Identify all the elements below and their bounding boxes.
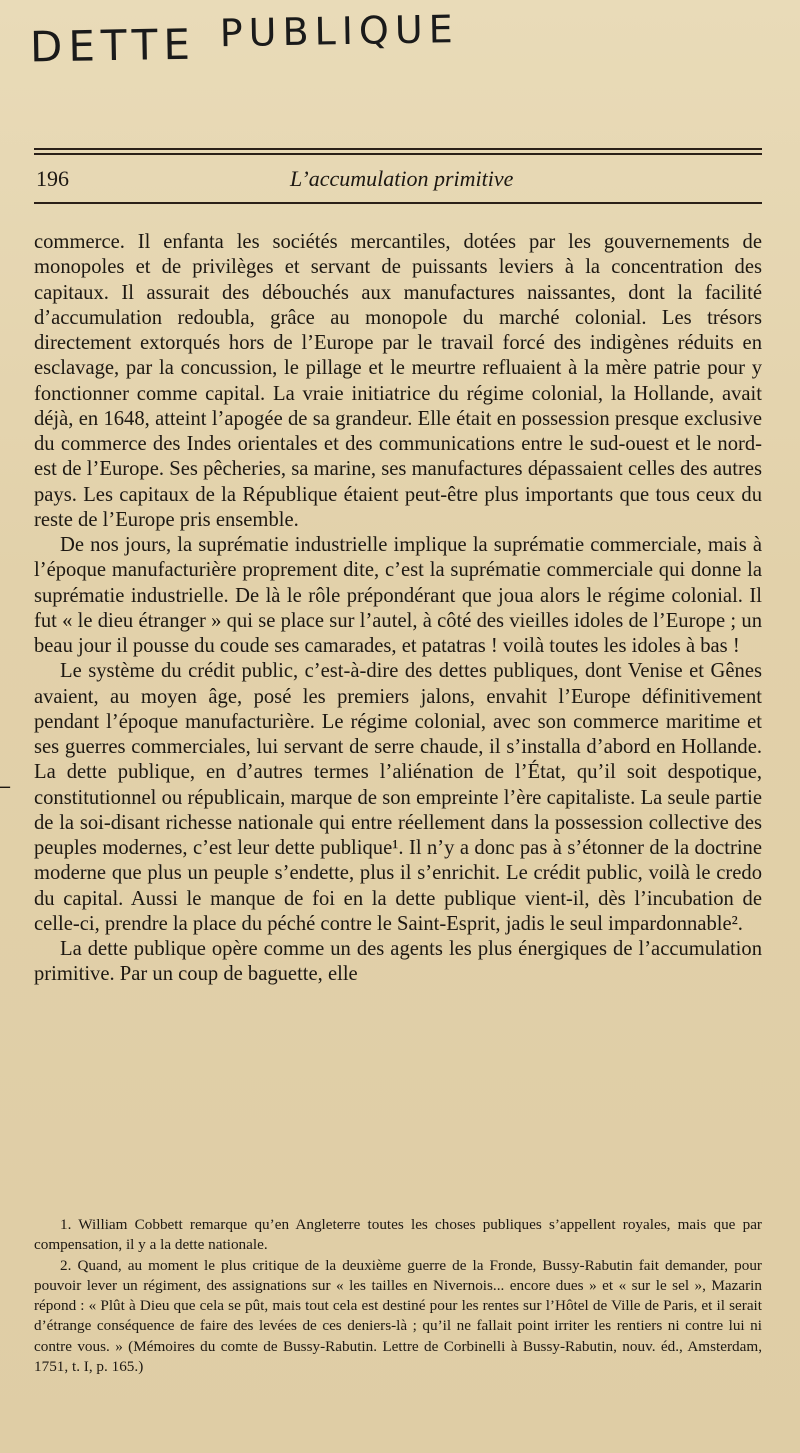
paragraph: De nos jours, la suprématie industrielle implique la suprématie commerciale, mais à l’époque manufacturière proprement dite, c’est la suprématie commerciale qui donne la suprématie industrielle. De là le rôle prépondérant que joua alors le régime colonial. Il fut « le dieu étranger » qui se place sur l’autel, à côté des vieilles idoles de l’Europe ; un beau jour il pousse du coude ses camarades, et patatras ! voilà toutes les idoles à bas ! [34,534,762,657]
body-text [34,230,762,988]
margin-mark: – [0,775,10,797]
footnotes [34,1215,762,1377]
paragraph: commerce. Il enfanta les sociétés mercantiles, dotées par les gouvernements de monopoles et de privilèges et servant de puissants leviers à la concentration des capitaux. Il assurait des débouchés aux manufactures naissantes, dont la facilité d’accumulation redoubla, grâce au monopole du marché colonial. Les trésors directement extorqués hors de l’Europe par le travail forcé des indigènes réduits en esclavage, par la concussion, le pillage et le meurtre refluaient à la mère patrie pour y fonctionner comme capital. La vraie initiatrice du régime colonial, la Hollande, avait déjà, en 1648, atteint l’apogée de sa grandeur. Elle était en possession presque exclusive du commerce des Indes orientales et des communications entre le sud-ouest et le nord-est de l’Europe. Ses pêcheries, sa marine, ses manufactures dépassaient celles des autres pays. Les capitaux de la République étaient peut-être plus importants que tous ceux du reste de l’Europe pris ensemble. [34,231,762,531]
handwritten-annotation [29,5,550,84]
paragraph: La dette publique opère comme un des agents les plus énergiques de l’accumulation primitive. Par un coup de baguette, elle [34,938,762,986]
handwritten-word-dette: DETTE [29,19,197,72]
header-rule-top [34,148,762,150]
handwritten-word-publique: PUBLIQUE [219,7,460,56]
header-rule-top-inner [34,153,762,155]
running-title: L’accumulation primitive [290,166,514,191]
paragraph: Le système du crédit public, c’est-à-dire des dettes publiques, dont Venise et Gênes avaient, au moyen âge, posé les premiers jalons, envahit l’Europe définitivement pendant l’époque manufacturière. Le régime colonial, avec son commerce maritime et ses guerres commerciales, lui servant de serre chaude, il s’installa d’abord en Hollande. La dette publique, en d’autres termes l’aliénation de l’État, qu’il soit despotique, constitutionnel ou républicain, marque de son empreinte l’ère capitaliste. La seule partie de la soi-disant richesse nationale qui entre réellement dans la possession collective des peuples modernes, c’est leur dette publique¹. Il n’y a donc pas à s’étonner de la doctrine moderne que plus un peuple s’endette, plus il s’enrichit. Le crédit public, voilà le credo du capital. Aussi le manque de foi en la dette publique vient-il, dès l’incubation de celle-ci, prendre la place du péché contre le Saint-Esprit, jadis le seul impardonnable². [34,660,762,935]
footnote: 2. Quand, au moment le plus critique de la deuxième guerre de la Fronde, Bussy-Rabutin fait demander, pour pouvoir lever un régiment, des assignations sur « les tailles en Nivernois... encore dues » et « sur le sel », Mazarin répond : « Plût à Dieu que cela se pût, mais tout cela est destiné pour les rentes sur l’Hôtel de Ville de Paris, et il serait d’étrange conséquence de faire des levées de ces deniers-là ; qu’il ne fallait point irriter les rentiers ni contre lui ni contre vous. » (Mémoires du comte de Bussy-Rabutin. Lettre de Corbinelli à Bussy-Rabutin, nouv. éd., Amsterdam, 1751, t. I, p. 165.) [34,1256,762,1376]
page-number: 196 [36,166,69,191]
running-header [34,166,762,196]
header-rule-bottom [34,202,762,204]
footnote: 1. William Cobbett remarque qu’en Angleterre toutes les choses publiques s’appellent royales, mais que par compensation, il y a la dette nationale. [34,1216,762,1254]
